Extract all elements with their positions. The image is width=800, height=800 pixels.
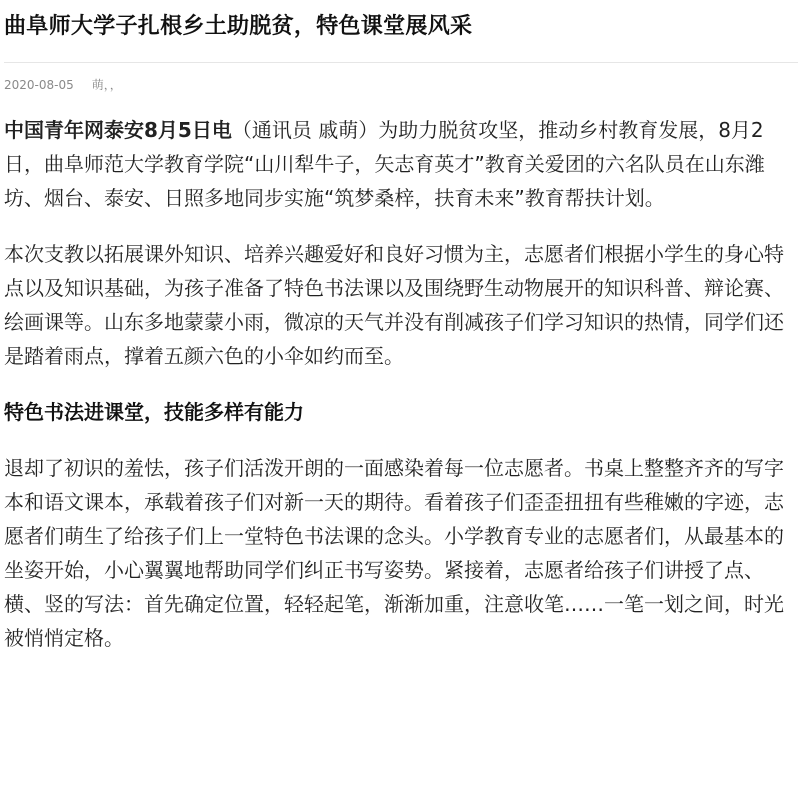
dateline: 中国青年网泰安8月5日电 — [4, 118, 232, 142]
lead-text: （通讯员 戚萌）为助力脱贫攻坚，推动乡村教育发展，8月2日，曲阜师范大学教育学院“山川犁牛子，矢志育英才”教育关爱团的六名队员在山东潍坊、烟台、泰安、日照多地同步实施“筑梦桑梓，扶育未来”教育帮扶计划。 — [4, 118, 765, 210]
lead-paragraph — [4, 113, 796, 215]
article-meta — [4, 77, 796, 93]
section-heading: 特色书法进课堂，技能多样有能力 — [4, 400, 304, 424]
article-body — [4, 113, 796, 655]
author-name: 萌，， — [91, 78, 122, 92]
paragraph: 本次支教以拓展课外知识、培养兴趣爱好和良好习惯为主，志愿者们根据小学生的身心特点以及知识基础，为孩子准备了特色书法课以及围绕野生动物展开的知识科普、辩论赛、绘画课等。山东多地蒙蒙小雨，微凉的天气并没有削减孩子们学习知识的热情，同学们还是踏着雨点，撑着五颜六色的小伞如约而至。 — [4, 242, 784, 368]
paragraph: 退却了初识的羞怯，孩子们活泼开朗的一面感染着每一位志愿者。书桌上整整齐齐的写字本和语文课本，承载着孩子们对新一天的期待。看着孩子们歪歪扭扭有些稚嫩的字迹，志愿者们萌生了给孩子们上一堂特色书法课的念头。小学教育专业的志愿者们，从最基本的坐姿开始，小心翼翼地帮助同学们纠正书写姿势。紧接着，志愿者给孩子们讲授了点、横、竖的写法：首先确定位置，轻轻起笔，渐渐加重，注意收笔……一笔一划之间，时光被悄悄定格。 — [4, 456, 784, 650]
publish-date: 2020-08-05 — [4, 78, 74, 92]
article-title: 曲阜师大学子扎根乡土助脱贫，特色课堂展风采 — [4, 14, 473, 39]
title-divider — [4, 62, 798, 63]
